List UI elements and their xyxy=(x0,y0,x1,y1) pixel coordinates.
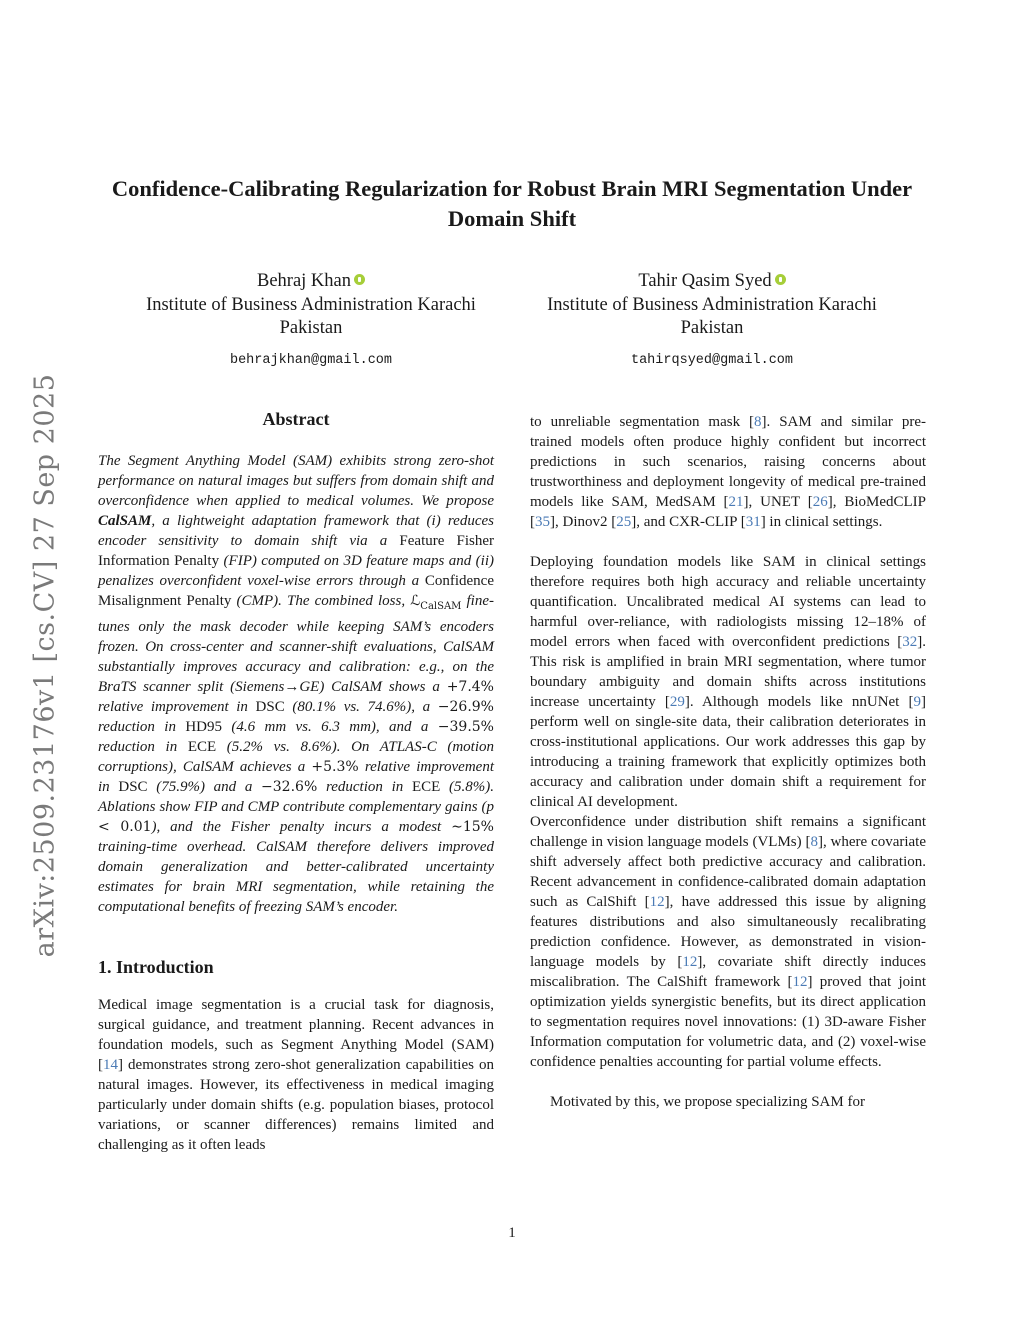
citation-link[interactable]: 14 xyxy=(103,1057,118,1073)
author-name-1: Behraj Khan xyxy=(256,271,351,291)
citation-link[interactable]: 35 xyxy=(535,514,550,530)
paragraph-1: to unreliable segmentation mask [8]. SAM and similar pre-trained models often produce highly confident but incorrect predictions in such scenarios, raising concerns about trustworthiness and deployment longevity of medical pre-trained models like SAM, MedSAM [21], UNET [26], BioMedCLIP [35], Dinov2 [25], and CXR-CLIP [31] in clinical settings. xyxy=(530,414,926,530)
author-affiliation-1: Institute of Business Administration Karachi xyxy=(146,294,476,315)
author-email-2[interactable]: tahirqsyed@gmail.com xyxy=(630,352,794,368)
right-column xyxy=(530,412,926,1112)
citation-link[interactable]: 32 xyxy=(902,634,918,650)
citation-link[interactable]: 12 xyxy=(649,894,665,910)
author-block-1 xyxy=(111,270,511,372)
orcid-icon[interactable] xyxy=(354,274,365,285)
left-column xyxy=(98,407,494,1155)
orcid-icon[interactable] xyxy=(775,274,786,285)
citation-link[interactable]: 25 xyxy=(616,514,632,530)
author-country-1: Pakistan xyxy=(279,318,343,338)
arxiv-identifier-text: arXiv:2509.23176v1 [cs.CV] 27 Sep 2025 xyxy=(29,373,61,957)
abstract-heading: Abstract xyxy=(262,409,330,429)
paragraph-2: Deploying foundation models like SAM in clinical settings therefore requires both high accuracy and reliable uncertainty quantification. Uncalibrated medical AI systems can lead to harmful over-reliance, with radiologists missing 12–18% of model errors when faced with overconfident predictions [32]. This risk is amplified in brain MRI segmentation, where tumor boundary ambiguity and domain shifts across institutions increase uncertainty [29]. Although models like nnUNet [9] perform well on single-site data, their calibration deteriorates in cross-institutional applications. Our work addresses this gap by introducing a training framework that explicitly optimizes both accuracy and calibration under domain shift a requirement for clinical AI development. xyxy=(530,554,926,810)
citation-link[interactable]: 21 xyxy=(728,494,744,510)
author-block-2 xyxy=(512,270,912,372)
citation-link[interactable]: 8 xyxy=(810,834,818,850)
paragraph-4: Motivated by this, we propose specializing SAM for xyxy=(550,1094,865,1110)
author-country-2: Pakistan xyxy=(680,318,744,338)
citation-link[interactable]: 26 xyxy=(812,494,828,510)
page-number: 1 xyxy=(508,1225,516,1241)
citation-link[interactable]: 12 xyxy=(792,974,808,990)
author-affiliation-2: Institute of Business Administration Karachi xyxy=(547,294,877,315)
citation-link[interactable]: 31 xyxy=(745,514,761,530)
introduction-paragraph: Medical image segmentation is a crucial task for diagnosis, surgical guidance, and treatment planning. Recent advances in foundation models, such as Segment Anything Model (SAM) [14] demonstrates strong zero-shot generalization capabilities on natural images. However, its effectiveness in medical imaging particularly under domain shifts (e.g. population biases, protocol variations, or scanner differences) remains limited and challenging as it often leads xyxy=(98,997,494,1153)
introduction-heading: 1. Introduction xyxy=(98,957,214,977)
paragraph-3: Overconfidence under distribution shift remains a significant challenge in vision language models (VLMs) [8], where covariate shift adversely affect both predictive accuracy and calibration. Recent advancement in confidence-calibrated domain adaptation such as CalShift [12], have addressed this issue by aligning features distributions and also simultaneously recalibrating prediction confidence. However, as demonstrated in vision-language models by [12], covariate shift directly induces miscalibration. The CalShift framework [12] proved that joint optimization yields synergistic benefits, but its direct application to segmentation requires novel innovations: (1) 3D-aware Fisher Information computation for volumetric data, and (2) voxel-wise confidence penalties accounting for partial volume effects. xyxy=(530,814,926,1070)
citation-link[interactable]: 12 xyxy=(682,954,698,970)
citation-link[interactable]: 29 xyxy=(669,694,685,710)
citation-link[interactable]: 8 xyxy=(754,414,762,430)
author-name-2: Tahir Qasim Syed xyxy=(638,271,772,291)
author-email-1[interactable]: behrajkhan@gmail.com xyxy=(229,352,393,368)
abstract-text: The Segment Anything Model (SAM) exhibits strong zero-shot performance on natural images but suffers from domain shift and overconfidence when applied to medical volumes. We propose CalSAM, a lightweight adaptation framework that (i) reduces encoder sensitivity to domain shift via a Feature Fisher Information Penalty (FIP) computed on 3D feature maps and (ii) penalizes overconfident voxel-wise errors through a Confidence Misalignment Penalty (CMP). The combined loss, ℒ$_{CalSAM}$ fine-tunes only the mask decoder while keeping SAM’s encoders frozen. On cross-center and scanner-shift evaluations, CalSAM substantially improves accuracy and calibration: e.g., on the BraTS scanner split (Siemens→GE) CalSAM shows a +7.4% relative improvement in DSC (80.1% vs. 74.6%), a −26.9% reduction in HD95 (4.6 mm vs. 6.3 mm), and a −39.5% reduction in ECE (5.2% vs. 8.6%). On ATLAS-C (motion corruptions), CalSAM achieves a +5.3% relative improvement in DSC (75.9%) and a −32.6% reduction in ECE (5.8%). Ablations show FIP and CMP contribute complementary gains (p < 0.01), and the Fisher penalty incurs a modest ∼15% training-time overhead. CalSAM therefore delivers improved domain generalization and better-calibrated uncertainty estimates for brain MRI segmentation, while retaining the computational benefits of freezing SAM’s encoder. xyxy=(98,453,495,915)
calsam-name: CalSAM xyxy=(98,513,152,529)
citation-link[interactable]: 9 xyxy=(913,694,921,710)
arxiv-identifier-stamp xyxy=(18,370,72,960)
paper-title: Confidence-Calibrating Regularization for Robust Brain MRI Segmentation Under Domain Shift xyxy=(111,176,913,231)
